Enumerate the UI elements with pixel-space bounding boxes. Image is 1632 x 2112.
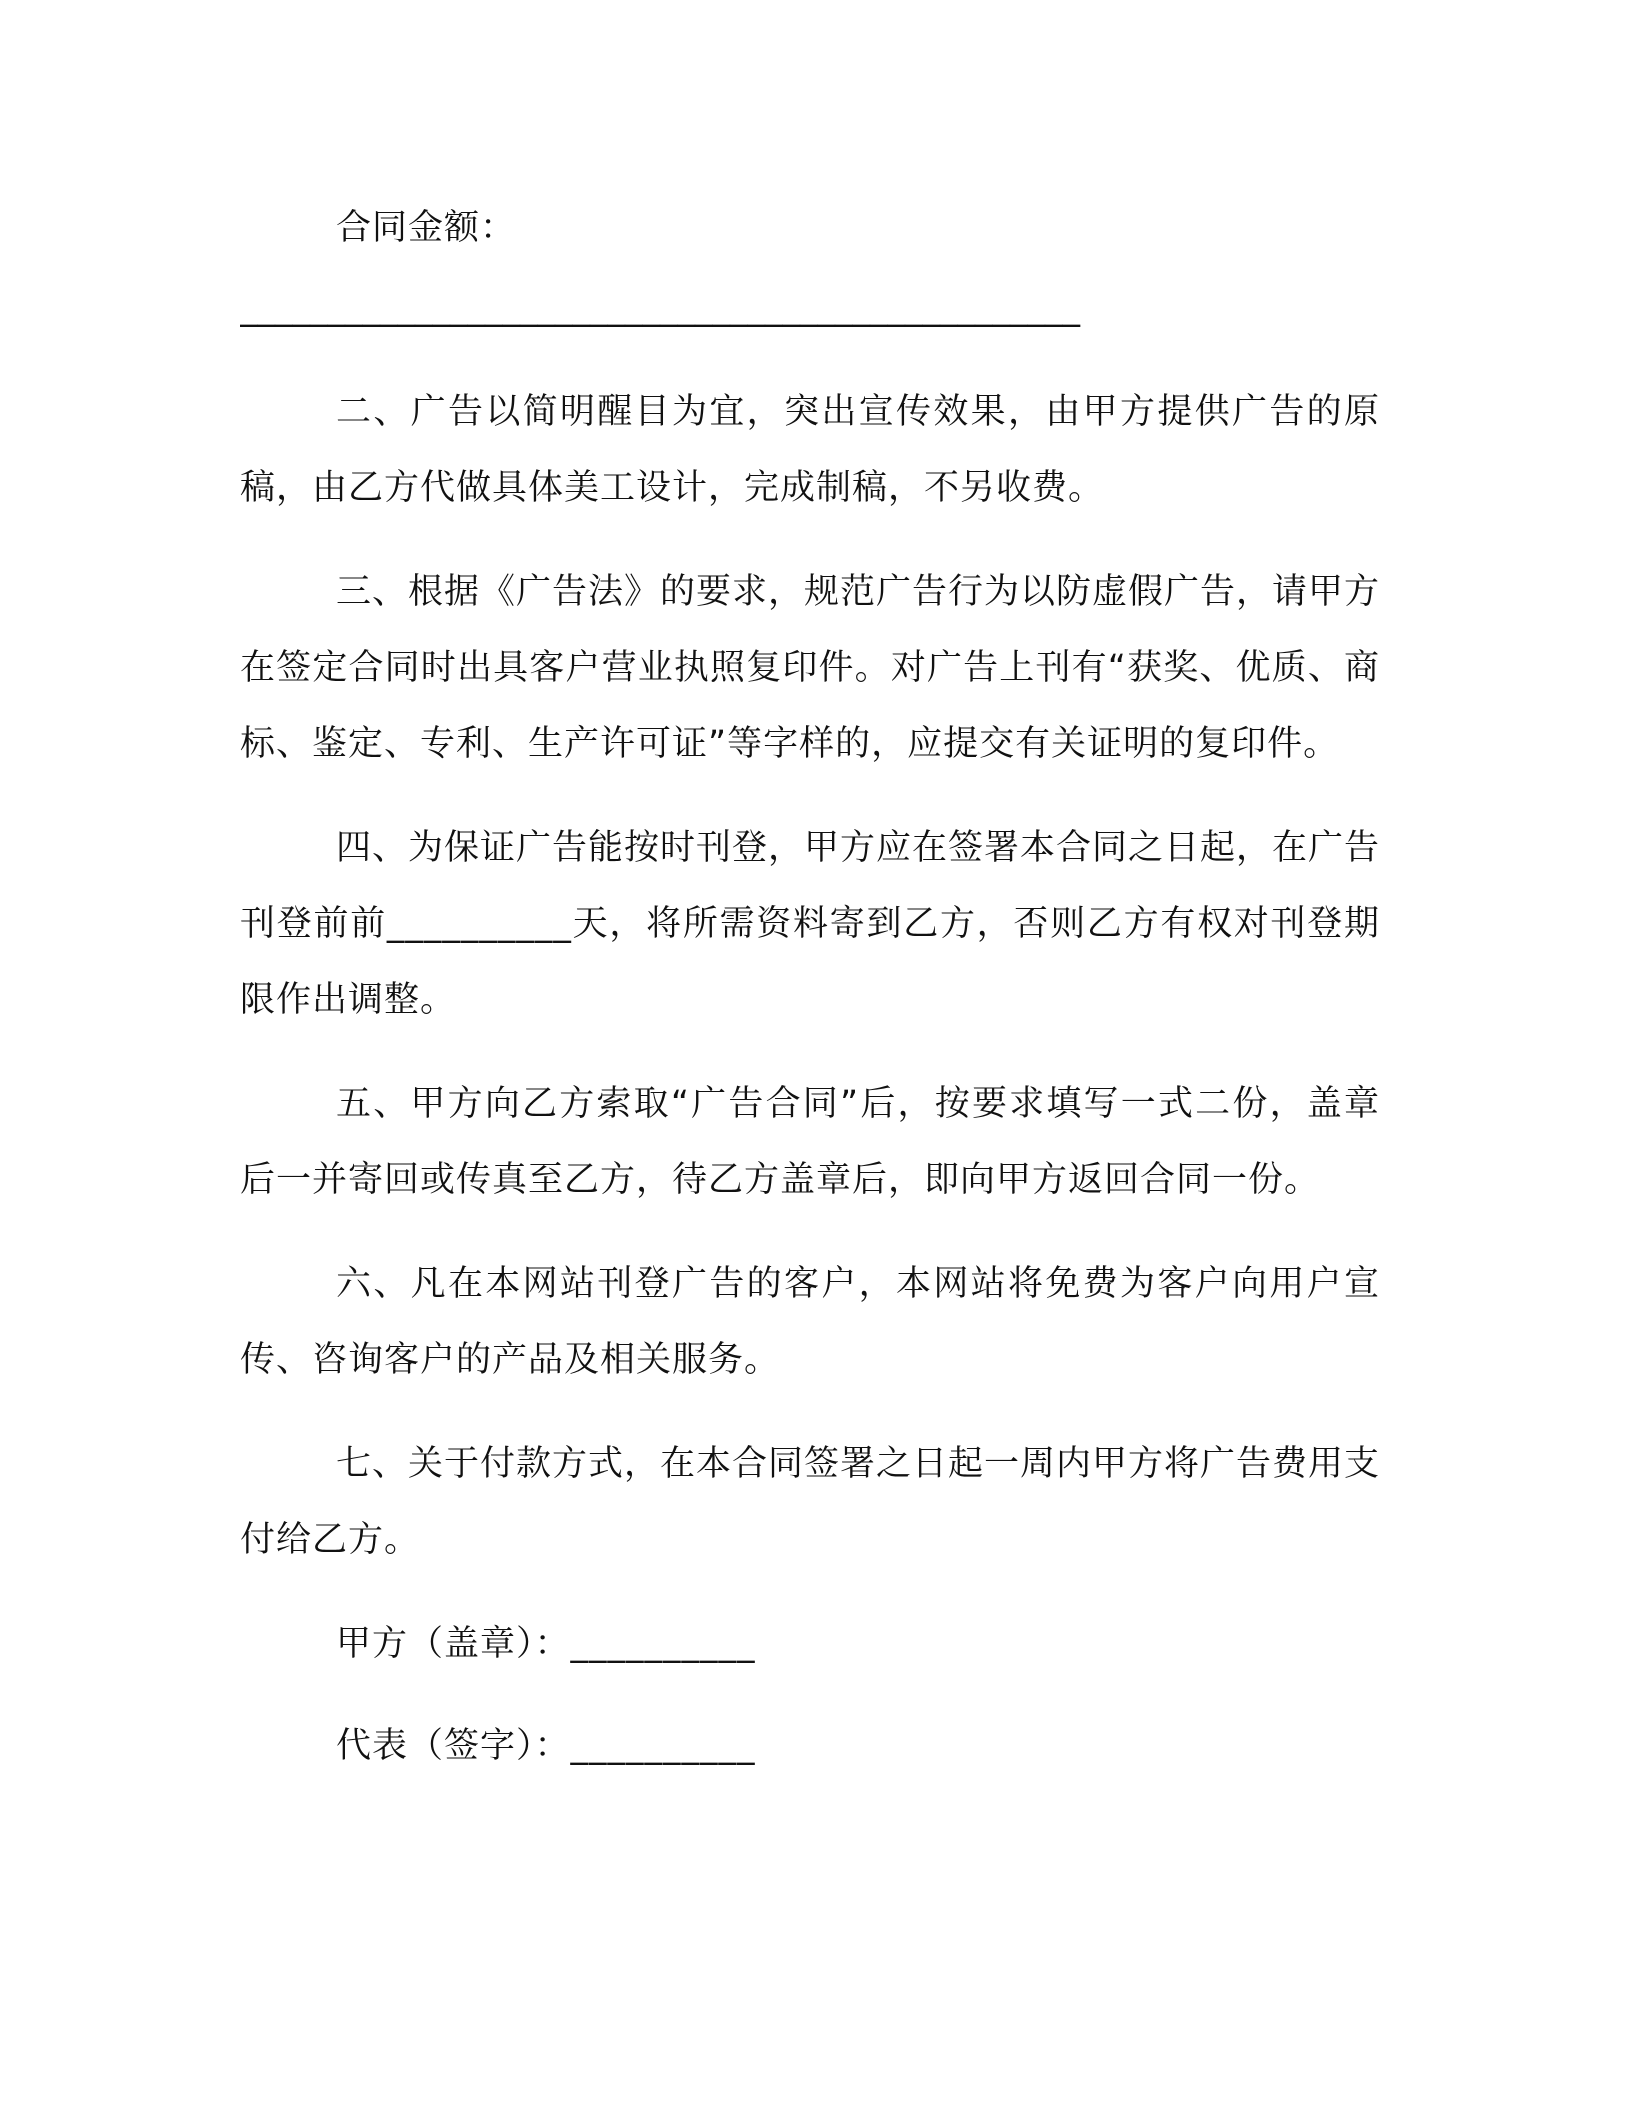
clause-3: 三、根据《广告法》的要求，规范广告行为以防虚假广告，请甲方在签定合同时出具客户营业执照复印件。对广告上刊有“获奖、优质、商标、鉴定、专利、生产许可证”等字样的，应提交有关证明的复印件。 [240, 572, 1381, 764]
contract-amount-blank: ________________________________________________ [240, 288, 1080, 328]
clause-4: 四、为保证广告能按时刊登，甲方应在签署本合同之日起，在广告刊登前前__________天，将所需资料寄到乙方，否则乙方有权对刊登期限作出调整。 [240, 828, 1381, 1020]
clause-6: 六、凡在本网站刊登广告的客户，本网站将免费为客户向用户宣传、咨询客户的产品及相关服务。 [240, 1264, 1380, 1380]
clause-7: 七、关于付款方式，在本合同签署之日起一周内甲方将广告费用支付给乙方。 [240, 1444, 1381, 1560]
contract-amount-label: 合同金额： [336, 208, 517, 248]
representative-signature-line: 代表（签字）：__________ [336, 1726, 756, 1766]
clause-5: 五、甲方向乙方索取“广告合同”后，按要求填写一式二份，盖章后一并寄回或传真至乙方，待乙方盖章后，即向甲方返回合同一份。 [240, 1084, 1380, 1200]
document-body [240, 190, 1380, 1810]
clause-2: 二、广告以简明醒目为宜，突出宣传效果，由甲方提供广告的原稿，由乙方代做具体美工设计，完成制稿，不另收费。 [240, 392, 1380, 508]
party-a-seal-line: 甲方（盖章）：__________ [336, 1624, 756, 1664]
